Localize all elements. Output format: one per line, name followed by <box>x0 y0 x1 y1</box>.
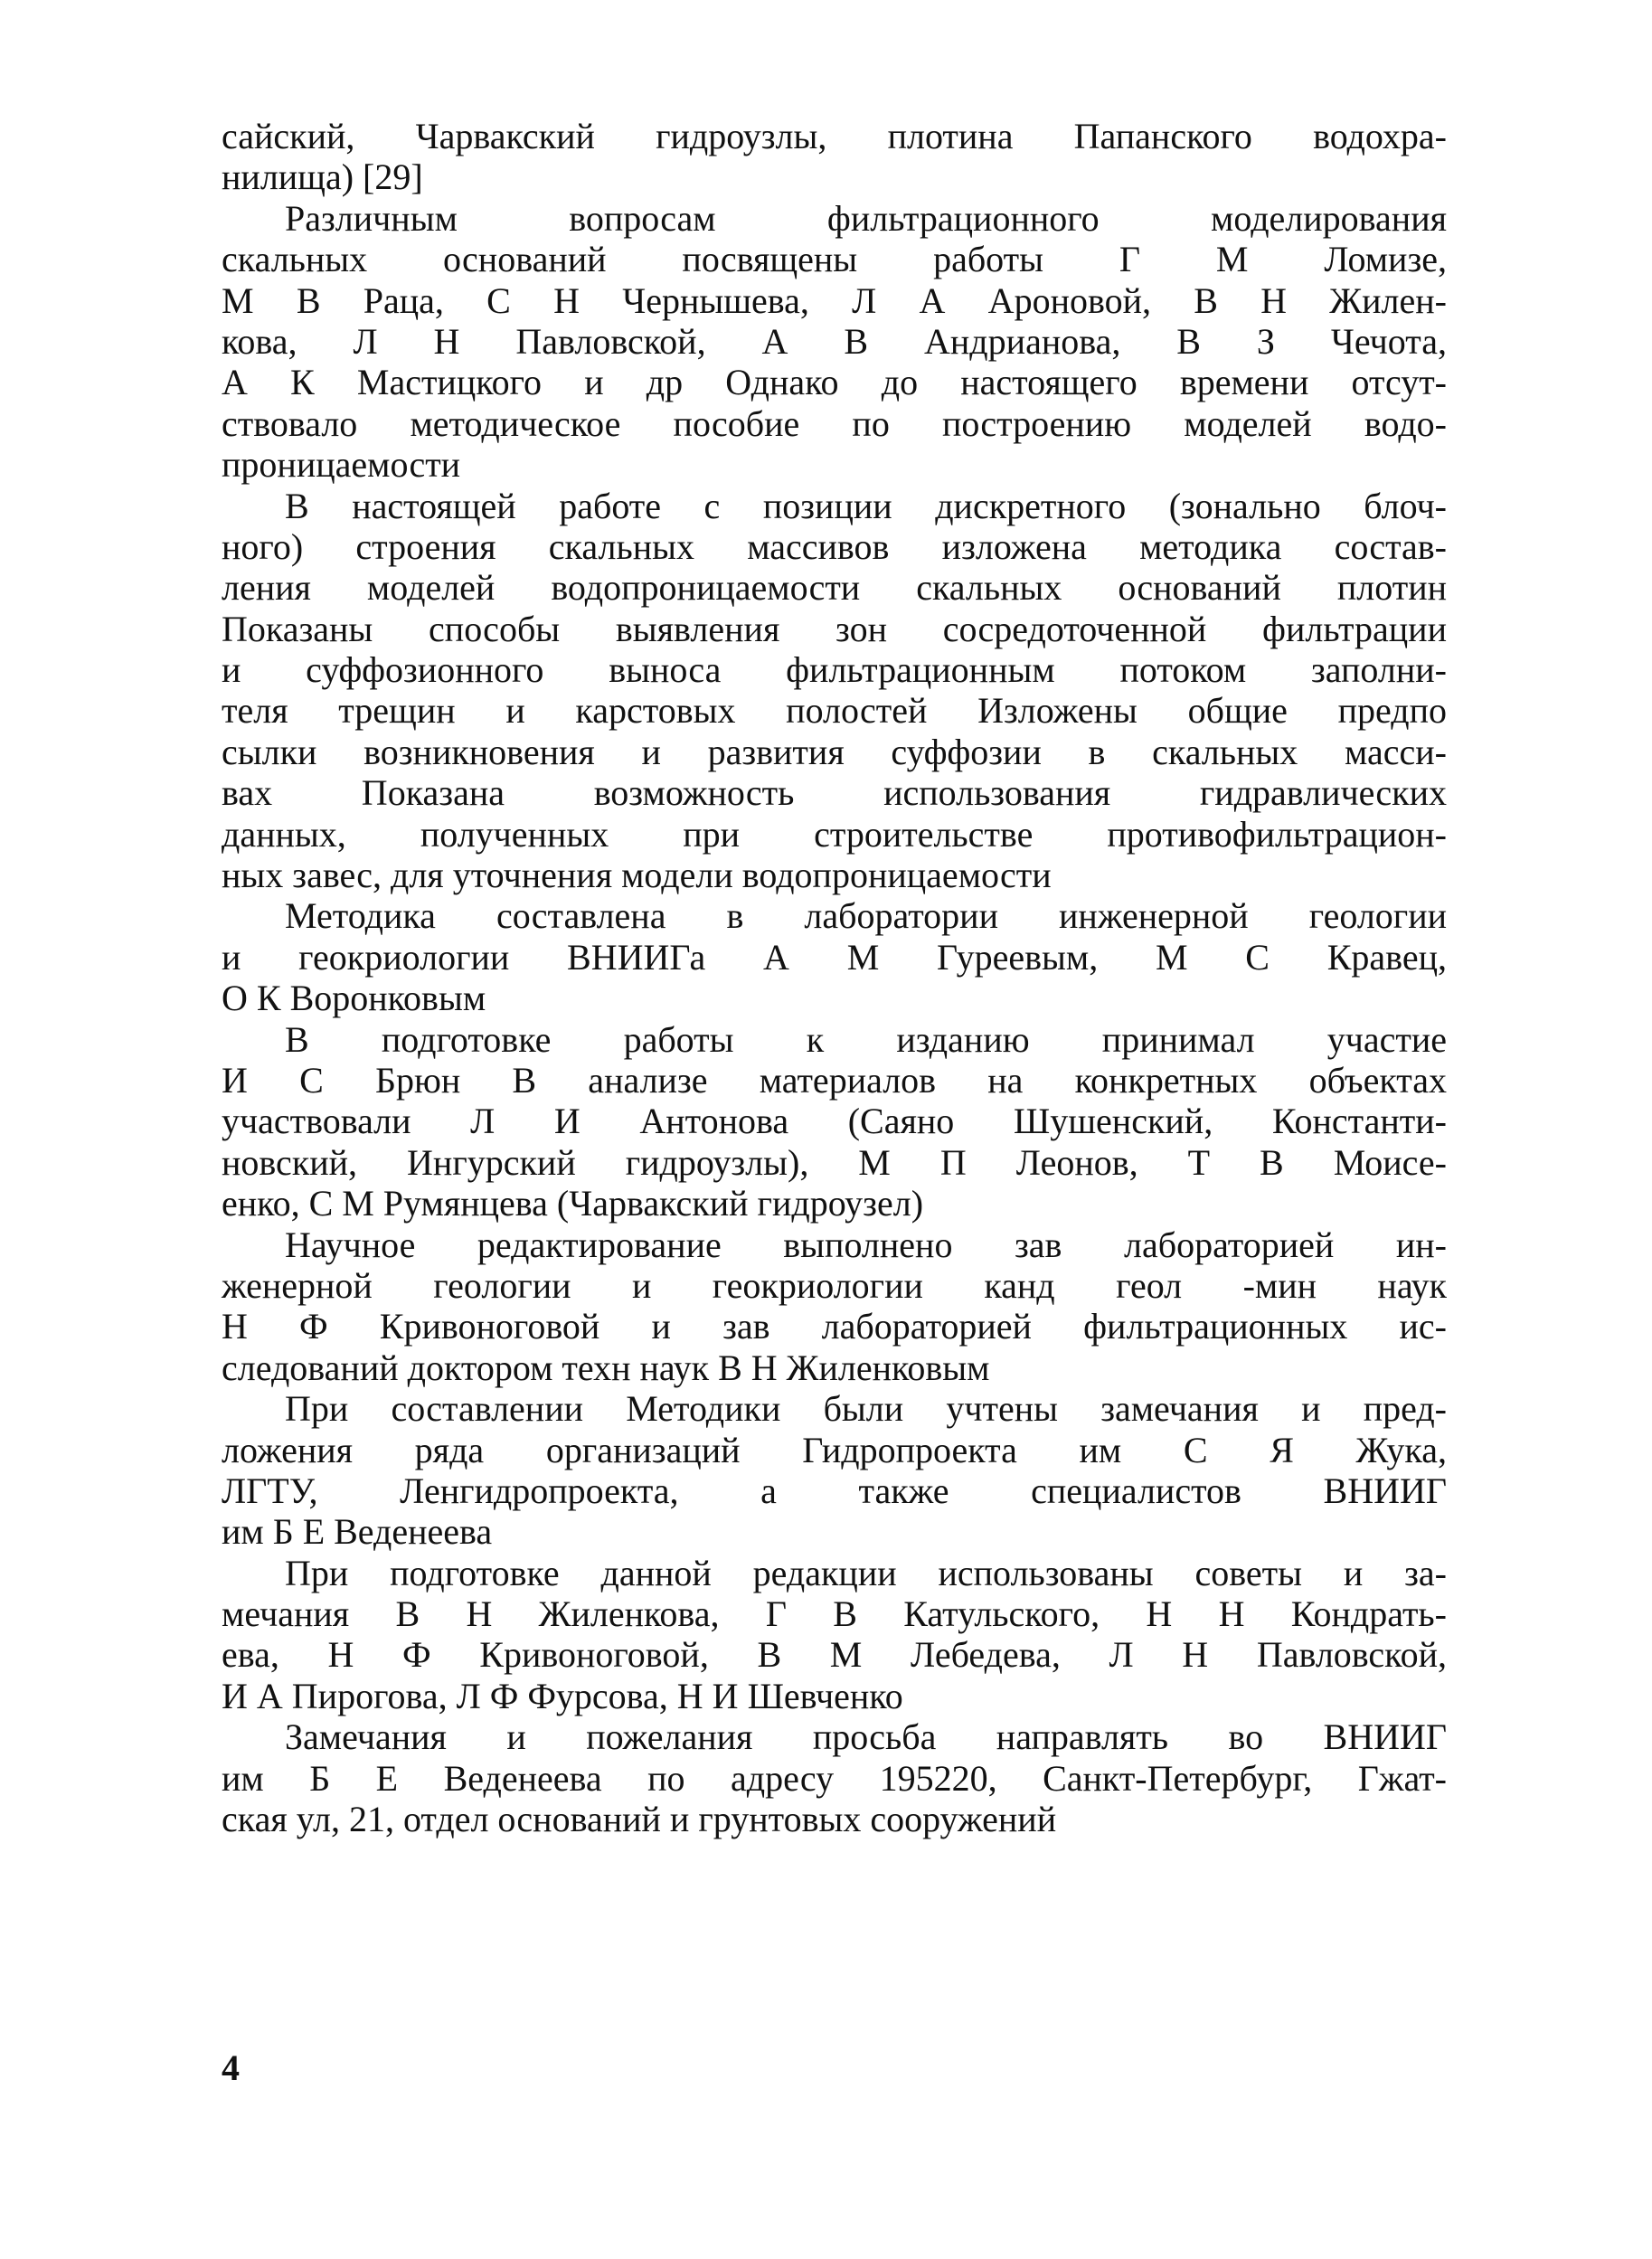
text-line: При подготовке данной редакции использованы советы и за- <box>285 1552 1447 1593</box>
text-line: При составлении Методики были учтены замечания и пред- <box>285 1388 1447 1430</box>
text-line: новский, Ингурский гидроузлы), М П Леонов, Т В Моисе- <box>222 1141 1447 1183</box>
text-line: В подготовке работы к изданию принимал участие <box>285 1018 1447 1060</box>
text-line: О К Воронковым <box>222 978 486 1019</box>
paragraph <box>222 486 1447 896</box>
text-line: ская ул, 21, отдел оснований и грунтовых сооружений <box>222 1799 1057 1840</box>
text-line: И А Пирогова, Л Ф Фурсова, Н И Шевченко <box>222 1675 903 1716</box>
text-line: вах Показана возможность использования гидравлических <box>222 772 1447 814</box>
text-line: мечания В Н Жиленкова, Г В Катульского, Н Н Кондрать- <box>222 1593 1447 1635</box>
text-line: проницаемости <box>222 444 461 486</box>
text-line: Научное редактирование выполнено зав лабораторией ин- <box>285 1224 1447 1265</box>
paragraph <box>222 1716 1447 1839</box>
text-line: им Б Е Веденеева <box>222 1511 493 1553</box>
paragraph <box>222 1019 1447 1224</box>
text-line: данных, полученных при строительстве противофильтрацион- <box>222 813 1447 855</box>
text-line: Методика составлена в лаборатории инженерной геологии <box>285 895 1447 937</box>
text-line: ления моделей водопроницаемости скальных оснований плотин <box>222 567 1447 609</box>
text-line: нилища) [29] <box>222 156 423 198</box>
text-line: сайский, Чарвакский гидроузлы, плотина Папанского водохра- <box>222 116 1447 156</box>
text-line: кова, Л Н Павловской, А В Андрианова, В З Чечота, <box>222 320 1447 362</box>
paragraph <box>222 1553 1447 1717</box>
text-line: и геокриологии ВНИИГа А М Гуреевым, М С Кравец, <box>222 936 1447 978</box>
text-line: ЛГТУ, Ленгидропроекта, а также специалистов ВНИИГ <box>222 1470 1447 1511</box>
text-line: сылки возникновения и развития суффозии в скальных масси- <box>222 731 1447 772</box>
paragraph <box>222 198 1447 486</box>
text-line: И С Брюн В анализе материалов на конкретных объектах <box>222 1059 1447 1101</box>
text-line: ного) строения скальных массивов изложена методика состав- <box>222 525 1447 567</box>
text-line: и суффозионного выноса фильтрационным потоком заполни- <box>222 649 1447 691</box>
text-line: им Б Е Веденеева по адресу 195220, Санкт-Петербург, Гжат- <box>222 1757 1447 1799</box>
text-line: женерной геологии и геокриологии канд геол -мин наук <box>222 1264 1447 1306</box>
text-line: следований доктором техн наук В Н Жиленковым <box>222 1347 990 1388</box>
text-line: ева, Н Ф Кривоноговой, В М Лебедева, Л Н Павловской, <box>222 1634 1447 1676</box>
text-line: участвовали Л И Антонова (Саяно Шушенский, Константи- <box>222 1101 1447 1142</box>
text-line: скальных оснований посвящены работы Г М Ломизе, <box>222 239 1447 280</box>
text-line: Показаны способы выявления зон сосредоточенной фильтрации <box>222 608 1447 649</box>
page-body <box>222 116 1447 1839</box>
page-number: 4 <box>222 2047 240 2088</box>
text-line: ложения ряда организаций Гидропроекта им С Я Жука, <box>222 1429 1447 1470</box>
text-line: теля трещин и карстовых полостей Изложены общие предпо <box>222 690 1447 732</box>
text-line: М В Раца, С Н Чернышева, Л А Ароновой, В Н Жилен- <box>222 279 1447 321</box>
text-line: ных завес, для уточнения модели водопроницаемости <box>222 855 1052 896</box>
text-line: Н Ф Кривоноговой и зав лабораторией фильтрационных ис- <box>222 1306 1447 1347</box>
text-line: енко, С М Румянцева (Чарвакский гидроузел) <box>222 1183 924 1224</box>
text-line: А К Мастицкого и др Однако до настоящего времени отсут- <box>222 362 1447 403</box>
paragraph <box>222 1388 1447 1553</box>
paragraph <box>222 1224 1447 1389</box>
text-line: Замечания и пожелания просьба направлять во ВНИИГ <box>285 1716 1447 1758</box>
paragraph <box>222 116 1447 198</box>
text-line: В настоящей работе с позиции дискретного (зонально блоч- <box>285 485 1447 526</box>
text-line: ствовало методическое пособие по построению моделей водо- <box>222 402 1447 444</box>
paragraph <box>222 895 1447 1018</box>
text-line: Различным вопросам фильтрационного моделирования <box>285 197 1447 239</box>
